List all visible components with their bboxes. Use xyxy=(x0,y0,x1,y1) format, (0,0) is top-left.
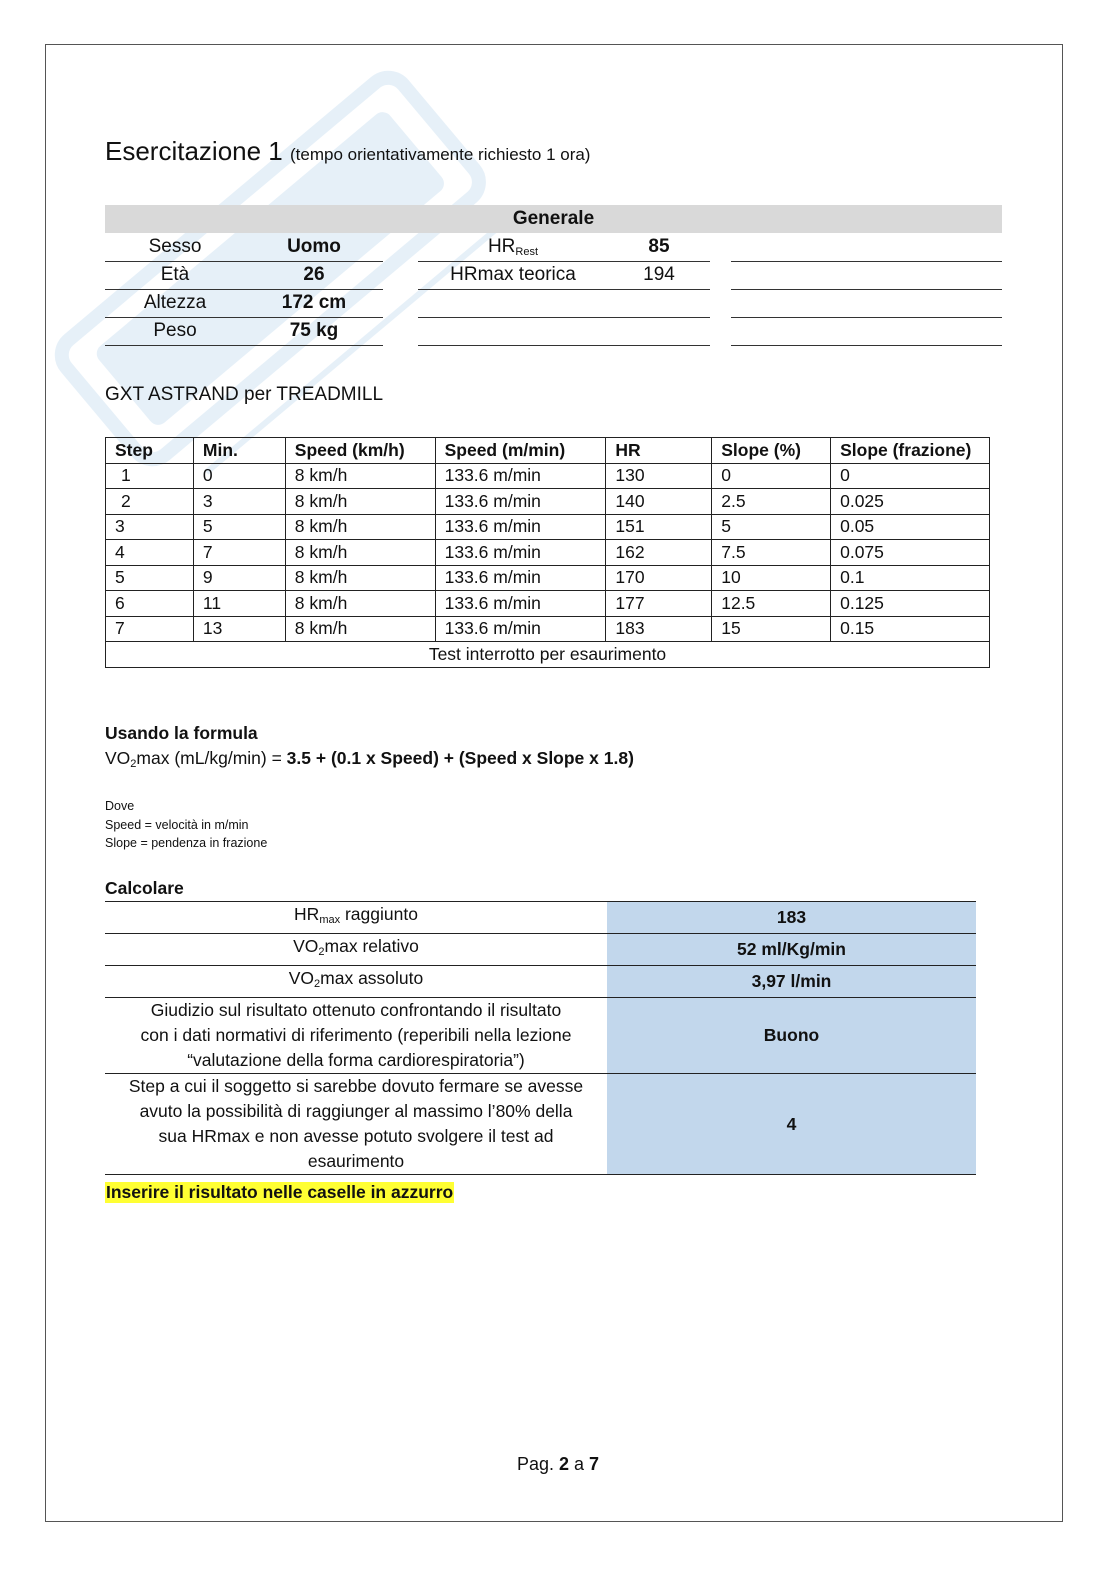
formula-title: Usando la formula xyxy=(105,723,258,743)
calcolare-title: Calcolare xyxy=(105,878,184,898)
question-cell: Step a cui il soggetto si sarebbe dovuto fermare se avesse avuto la possibilità di raggiunger al massimo l’80% della sua HRmax e non avesse potuto svolgere il test ad esaurimento xyxy=(105,1074,607,1175)
cell-speed-mmin: 133.6 m/min xyxy=(435,591,606,617)
generale-blank-line xyxy=(731,261,1002,290)
cell-slope-frac: 0.125 xyxy=(831,591,990,617)
generale-blank-line xyxy=(731,233,1002,262)
instruction-highlight: Inserire il risultato nelle caselle in azzurro xyxy=(106,1182,454,1202)
column-header: HR xyxy=(606,438,712,464)
cell-slope-pct: 15 xyxy=(712,616,831,642)
cell-slope-pct: 10 xyxy=(712,565,831,591)
cell-step: 4 xyxy=(106,540,194,566)
cell-slope-pct: 12.5 xyxy=(712,591,831,617)
table-row xyxy=(105,934,976,966)
generale-header: Generale xyxy=(105,205,1002,233)
table-footer-row xyxy=(106,642,990,668)
column-header: Speed (m/min) xyxy=(435,438,606,464)
cell-step: 6 xyxy=(106,591,194,617)
cell-hr: 130 xyxy=(606,463,712,489)
cell-slope-frac: 0.1 xyxy=(831,565,990,591)
cell-slope-frac: 0.025 xyxy=(831,489,990,515)
table-row xyxy=(105,902,976,934)
question-cell: Giudizio sul risultato ottenuto confrontando il risultato con i dati normativi di riferimento (reperibili nella lezione “valutazione della forma cardiorespiratoria”) xyxy=(105,998,607,1074)
cell-slope-frac: 0.05 xyxy=(831,514,990,540)
cell-speed-mmin: 133.6 m/min xyxy=(435,514,606,540)
column-header: Step xyxy=(106,438,194,464)
page-number: Pag. 2 a 7 xyxy=(516,1454,600,1474)
cell-slope-pct: 0 xyxy=(712,463,831,489)
generale-blank-line xyxy=(731,289,1002,318)
cell-hr: 170 xyxy=(606,565,712,591)
column-header: Speed (km/h) xyxy=(285,438,435,464)
cell-step: 1 xyxy=(106,463,194,489)
table-header-row xyxy=(106,438,990,464)
cell-speed-kmh: 8 km/h xyxy=(285,489,435,515)
table-row xyxy=(105,998,976,1074)
generale-row-eta: Età 26 xyxy=(105,261,383,290)
cell-min: 7 xyxy=(193,540,285,566)
column-header: Slope (frazione) xyxy=(831,438,990,464)
cell-min: 13 xyxy=(193,616,285,642)
cell-speed-mmin: 133.6 m/min xyxy=(435,565,606,591)
cell-speed-mmin: 133.6 m/min xyxy=(435,540,606,566)
generale-row-peso: Peso 75 kg xyxy=(105,317,383,346)
table-row xyxy=(105,1074,976,1175)
cell-min: 5 xyxy=(193,514,285,540)
cell-slope-frac: 0.15 xyxy=(831,616,990,642)
table-row xyxy=(105,966,976,998)
cell-speed-kmh: 8 km/h xyxy=(285,616,435,642)
cell-min: 0 xyxy=(193,463,285,489)
test-end-note: Test interrotto per esaurimento xyxy=(106,642,990,668)
cell-slope-frac: 0 xyxy=(831,463,990,489)
answer-cell[interactable]: Buono xyxy=(607,998,976,1074)
gxt-title: GXT ASTRAND per TREADMILL xyxy=(105,384,384,405)
cell-hr: 162 xyxy=(606,540,712,566)
generale-row-hrrest: $HR_{Rest}$ 85 xyxy=(418,233,710,262)
table-row xyxy=(106,616,990,642)
generale-blank-line xyxy=(731,317,1002,346)
generale-blank-line xyxy=(418,289,710,318)
answer-cell[interactable]: 52 ml/Kg/min xyxy=(607,934,976,966)
table-row xyxy=(106,489,990,515)
question-cell: $HR_{max}$ raggiunto xyxy=(105,902,607,934)
column-header: Min. xyxy=(193,438,285,464)
table-row xyxy=(106,591,990,617)
generale-row-sesso: Sesso Uomo xyxy=(105,233,383,262)
cell-step: 3 xyxy=(106,514,194,540)
formula: $VO_2\max$ (mL/kg/min) = 3.5 + (0.1 x Speed) + (Speed x Slope x 1.8) xyxy=(105,748,634,770)
table-row xyxy=(106,463,990,489)
cell-speed-mmin: 133.6 m/min xyxy=(435,489,606,515)
answer-cell[interactable]: 3,97 l/min xyxy=(607,966,976,998)
question-cell: $VO_2\max$ assoluto xyxy=(105,966,607,998)
cell-step: 5 xyxy=(106,565,194,591)
cell-hr: 151 xyxy=(606,514,712,540)
page-title: Esercitazione 1 (tempo orientativamente richiesto 1 ora) xyxy=(105,136,591,166)
cell-speed-kmh: 8 km/h xyxy=(285,540,435,566)
answer-cell[interactable]: 4 xyxy=(607,1074,976,1175)
question-cell: $VO_2\max$ relativo xyxy=(105,934,607,966)
cell-min: 3 xyxy=(193,489,285,515)
cell-min: 9 xyxy=(193,565,285,591)
cell-slope-frac: 0.075 xyxy=(831,540,990,566)
cell-step: 7 xyxy=(106,616,194,642)
table-row xyxy=(106,565,990,591)
cell-hr: 140 xyxy=(606,489,712,515)
cell-step: 2 xyxy=(106,489,194,515)
cell-hr: 183 xyxy=(606,616,712,642)
table-row xyxy=(106,540,990,566)
cell-speed-kmh: 8 km/h xyxy=(285,514,435,540)
cell-slope-pct: 7.5 xyxy=(712,540,831,566)
column-header: Slope (%) xyxy=(712,438,831,464)
cell-speed-mmin: 133.6 m/min xyxy=(435,463,606,489)
cell-hr: 177 xyxy=(606,591,712,617)
cell-speed-kmh: 8 km/h xyxy=(285,591,435,617)
generale-blank-line xyxy=(418,317,710,346)
generale-row-altezza: Altezza 172 cm xyxy=(105,289,383,318)
formula-notes: Dove Speed = velocità in m/min Slope = pendenza in frazione xyxy=(105,799,268,850)
answer-cell[interactable]: 183 xyxy=(607,902,976,934)
cell-slope-pct: 2.5 xyxy=(712,489,831,515)
cell-speed-mmin: 133.6 m/min xyxy=(435,616,606,642)
table-row xyxy=(106,514,990,540)
cell-slope-pct: 5 xyxy=(712,514,831,540)
cell-min: 11 xyxy=(193,591,285,617)
generale-row-hrmax: HRmax teorica 194 xyxy=(418,261,710,290)
calcolare-table xyxy=(105,901,976,1175)
cell-speed-kmh: 8 km/h xyxy=(285,565,435,591)
cell-speed-kmh: 8 km/h xyxy=(285,463,435,489)
gxt-table xyxy=(105,437,990,668)
